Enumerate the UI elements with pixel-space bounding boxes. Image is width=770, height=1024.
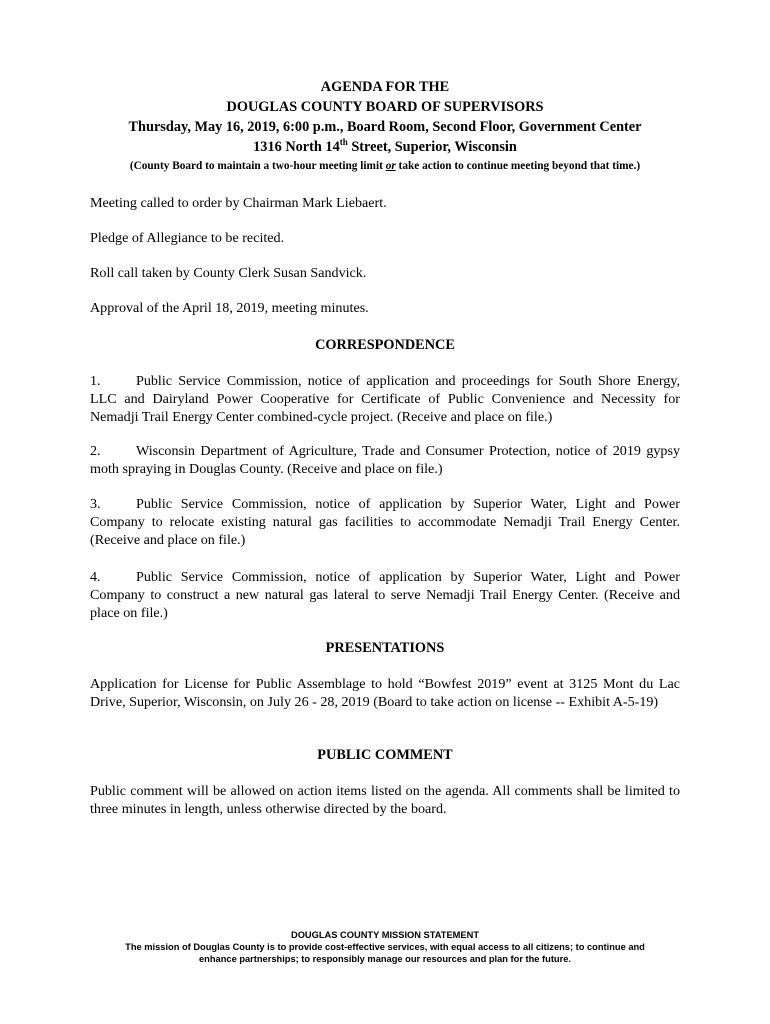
item-number: 3.: [90, 496, 101, 512]
item-text: Public Service Commission, notice of application by Superior Water, Light and Power Company to relocate existing natural gas facilities to accommodate Nemadji Trail Energy Center. (Receive and place on file.): [90, 496, 680, 548]
address-city: Street, Superior, Wisconsin: [347, 139, 517, 155]
correspondence-item: [90, 373, 680, 426]
item-number: 1.: [90, 373, 101, 389]
limit-note-end: take action to continue meeting beyond that time.): [395, 160, 641, 172]
board-name: DOUGLAS COUNTY BOARD OF SUPERVISORS: [226, 99, 544, 115]
correspondence-item: [90, 443, 680, 479]
meeting-limit-note: [0, 160, 770, 172]
agenda-header: [0, 77, 770, 157]
item-number: 4.: [90, 569, 101, 585]
presentation-item: Application for License for Public Assemblage to hold “Bowfest 2019” event at 3125 Mont du Lac Drive, Superior, Wisconsin, on July 26 - 28, 2019 (Board to take action on license -- Exhibit A-5-19): [90, 676, 680, 710]
correspondence-item: [90, 496, 680, 549]
roll-call: Roll call taken by County Clerk Susan Sandvick.: [90, 265, 367, 281]
mission-line: The mission of Douglas County is to provide cost-effective services, with equal access to all citizens; to continue and: [125, 942, 645, 952]
pledge-of-allegiance: Pledge of Allegiance to be recited.: [90, 230, 285, 246]
item-text: Public Service Commission, notice of application and proceedings for South Shore Energy, LLC and Dairyland Power Cooperative for Certificate of Public Convenience and Necessity for Nemadji Trail Energy Center combined-cycle project. (Receive and place on file.): [90, 373, 680, 425]
meeting-date-location: Thursday, May 16, 2019, 6:00 p.m., Board Room, Second Floor, Government Center: [128, 119, 642, 135]
item-text: Wisconsin Department of Agriculture, Trade and Consumer Protection, notice of 2019 gypsy moth spraying in Douglas County. (Receive and place on file.): [90, 443, 680, 477]
call-to-order: Meeting called to order by Chairman Mark Liebaert.: [90, 195, 387, 211]
correspondence-heading: CORRESPONDENCE: [315, 337, 455, 353]
address-ordinal-suffix: th: [339, 137, 348, 148]
limit-note-start: (County Board to maintain a two-hour meeting limit: [129, 160, 386, 172]
limit-note-emphasis: or: [385, 160, 396, 172]
mission-statement: [0, 929, 770, 965]
presentations-heading: PRESENTATIONS: [325, 640, 445, 656]
item-number: 2.: [90, 443, 101, 459]
item-text: Public Service Commission, notice of application by Superior Water, Light and Power Company to construct a new natural gas lateral to serve Nemadji Trail Energy Center. (Receive and place on file.): [90, 569, 680, 621]
public-comment-text: Public comment will be allowed on action items listed on the agenda. All comments shall be limited to three minutes in length, unless otherwise directed by the board.: [90, 783, 680, 817]
agenda-title: AGENDA FOR THE: [320, 79, 450, 95]
approval-of-minutes: Approval of the April 18, 2019, meeting minutes.: [90, 300, 369, 316]
public-comment-heading: PUBLIC COMMENT: [317, 747, 453, 763]
meeting-address: [0, 137, 770, 157]
mission-line: enhance partnerships; to responsibly manage our resources and plan for the future.: [199, 954, 571, 964]
address-street-number: 1316 North 14: [253, 139, 340, 155]
mission-title: DOUGLAS COUNTY MISSION STATEMENT: [290, 930, 479, 940]
correspondence-item: [90, 569, 680, 622]
